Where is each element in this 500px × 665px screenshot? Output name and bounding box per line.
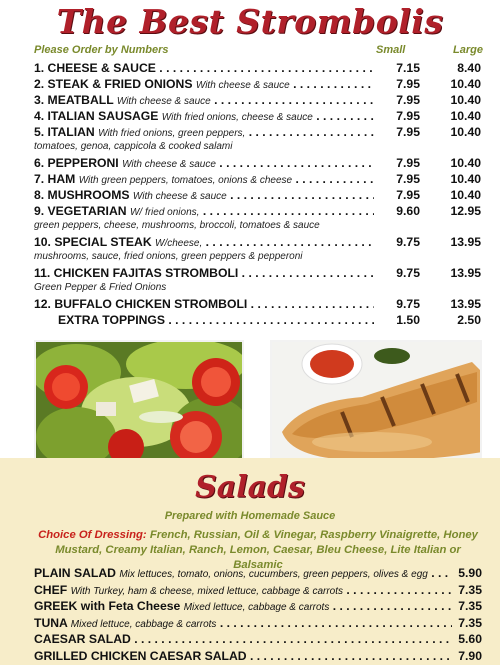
price-small: 7.95 — [396, 125, 420, 139]
item-name: 12. BUFFALO CHICKEN STROMBOLI — [34, 297, 248, 311]
price-small: 7.95 — [396, 109, 420, 123]
stromboli-photo — [270, 340, 482, 464]
price-small: 7.15 — [396, 61, 420, 75]
item-name: 9. VEGETARIAN — [34, 204, 127, 218]
price-small: 7.95 — [396, 172, 420, 186]
item-name: TUNA — [34, 615, 68, 630]
large-column-header: Large — [453, 44, 483, 56]
menu-item — [0, 265, 500, 296]
menu-item — [0, 124, 500, 155]
menu-item — [0, 60, 500, 76]
item-price: 7.35 — [458, 599, 482, 613]
price-small: 7.95 — [396, 93, 420, 107]
menu-item — [0, 234, 500, 265]
dressing-label: Choice Of Dressing: — [38, 529, 147, 541]
salad-item — [0, 648, 500, 665]
item-description-continued: green peppers, cheese, mushrooms, broccoli, tomatoes & sauce — [34, 220, 320, 231]
item-name: 8. MUSHROOMS — [34, 188, 130, 202]
salad-item — [0, 582, 500, 599]
item-description-continued: tomatoes, genoa, cappicola & cooked salami — [34, 141, 233, 152]
menu-item — [0, 171, 500, 187]
item-name: 1. CHEESE & SAUCE — [34, 61, 156, 75]
item-price: 7.35 — [458, 615, 482, 630]
item-name: 7. HAM — [34, 172, 76, 186]
price-large: 12.95 — [450, 204, 481, 218]
item-description: With cheese & sauce — [122, 159, 216, 170]
salad-list — [0, 565, 500, 664]
item-description: Mixed lettuce, cabbage & carrots — [70, 618, 217, 630]
item-name: CHEF — [34, 582, 68, 597]
item-description: W/cheese, — [155, 238, 203, 249]
item-name: 11. CHICKEN FAJITAS STROMBOLI — [34, 266, 239, 280]
item-name: 4. ITALIAN SAUSAGE — [34, 109, 159, 123]
price-large: 8.40 — [457, 61, 481, 75]
price-large: 13.95 — [450, 297, 481, 311]
item-name: CAESAR SALAD — [34, 632, 131, 646]
item-name: PLAIN SALAD — [34, 566, 116, 580]
item-description: With fried onions, green peppers, — [98, 128, 246, 139]
price-large: 10.40 — [450, 172, 481, 186]
salad-item — [0, 565, 500, 582]
item-description: With cheese & sauce — [116, 96, 211, 107]
price-large: 10.40 — [450, 109, 481, 123]
price-large: 10.40 — [450, 93, 481, 107]
item-description-continued: mushrooms, sauce, fried onions, green peppers & pepperoni — [34, 251, 303, 262]
salad-photo — [34, 340, 244, 464]
stromboli-title: The Best Strombolis — [56, 2, 444, 41]
item-description: W/ fried onions, — [129, 207, 200, 218]
price-small: 9.60 — [396, 204, 420, 218]
salads-title: Salads — [195, 470, 305, 505]
item-price: 5.90 — [458, 566, 482, 580]
salad-item — [0, 598, 500, 615]
price-small: 7.95 — [396, 77, 420, 91]
price-large: 10.40 — [450, 156, 481, 170]
price-large: 10.40 — [450, 77, 481, 91]
item-name: 2. STEAK & FRIED ONIONS — [34, 77, 193, 91]
item-name: 10. SPECIAL STEAK — [34, 235, 152, 249]
menu-item — [0, 108, 500, 124]
price-large: 10.40 — [450, 125, 481, 139]
menu-item — [0, 92, 500, 108]
menu-item — [0, 187, 500, 203]
price-large: 2.50 — [457, 313, 481, 327]
price-small: 9.75 — [396, 266, 420, 280]
menu-item — [0, 296, 500, 312]
item-name: EXTRA TOPPINGS — [58, 313, 165, 327]
menu-item — [0, 155, 500, 171]
salad-item — [0, 615, 500, 632]
item-name: GRILLED CHICKEN CAESAR SALAD — [34, 648, 247, 663]
item-description: With Turkey, ham & cheese, mixed lettuce, cabbage & carrots — [70, 585, 344, 597]
salad-item — [0, 631, 500, 648]
item-price: 7.90 — [458, 648, 482, 663]
menu-item-extra-toppings — [0, 312, 500, 328]
price-small: 9.75 — [396, 235, 420, 249]
price-small: 9.75 — [396, 297, 420, 311]
small-column-header: Small — [376, 44, 406, 56]
item-name: 6. PEPPERONI — [34, 156, 119, 170]
stromboli-list — [0, 60, 500, 328]
order-by-numbers-label: Please Order by Numbers — [34, 44, 169, 56]
item-price: 7.35 — [458, 582, 482, 597]
price-large: 13.95 — [450, 235, 481, 249]
item-price: 5.60 — [458, 632, 482, 646]
item-description: Mix lettuces, tomato, onions, cucumbers, green peppers, olives & egg — [119, 569, 428, 580]
item-description: With fried onions, cheese & sauce — [161, 112, 313, 123]
item-name: GREEK with Feta Cheese — [34, 599, 181, 613]
item-name: 5. ITALIAN — [34, 125, 95, 139]
item-name: 3. MEATBALL — [34, 93, 114, 107]
price-large: 10.40 — [450, 188, 481, 202]
menu-item — [0, 203, 500, 234]
price-small: 7.95 — [396, 188, 420, 202]
item-description: Mixed lettuce, cabbage & carrots — [183, 602, 330, 613]
dressing-list: French, Russian, Oil & Vinegar, Raspberry Vinaigrette, Honey Mustard, Creamy Italian, Ranch, Lemon, Caesar, Bleu Cheese, Lite Italian or Balsamic — [55, 529, 478, 571]
price-large: 13.95 — [450, 266, 481, 280]
item-description: With cheese & sauce — [132, 191, 227, 202]
price-small: 1.50 — [396, 313, 420, 327]
menu-item — [0, 76, 500, 92]
salads-subtitle: Prepared with Homemade Sauce — [164, 510, 336, 522]
item-description: With cheese & sauce — [195, 80, 290, 91]
item-description-continued: Green Pepper & Fried Onions — [34, 282, 167, 293]
price-small: 7.95 — [396, 156, 420, 170]
item-description: With green peppers, tomatoes, onions & cheese — [78, 175, 293, 186]
